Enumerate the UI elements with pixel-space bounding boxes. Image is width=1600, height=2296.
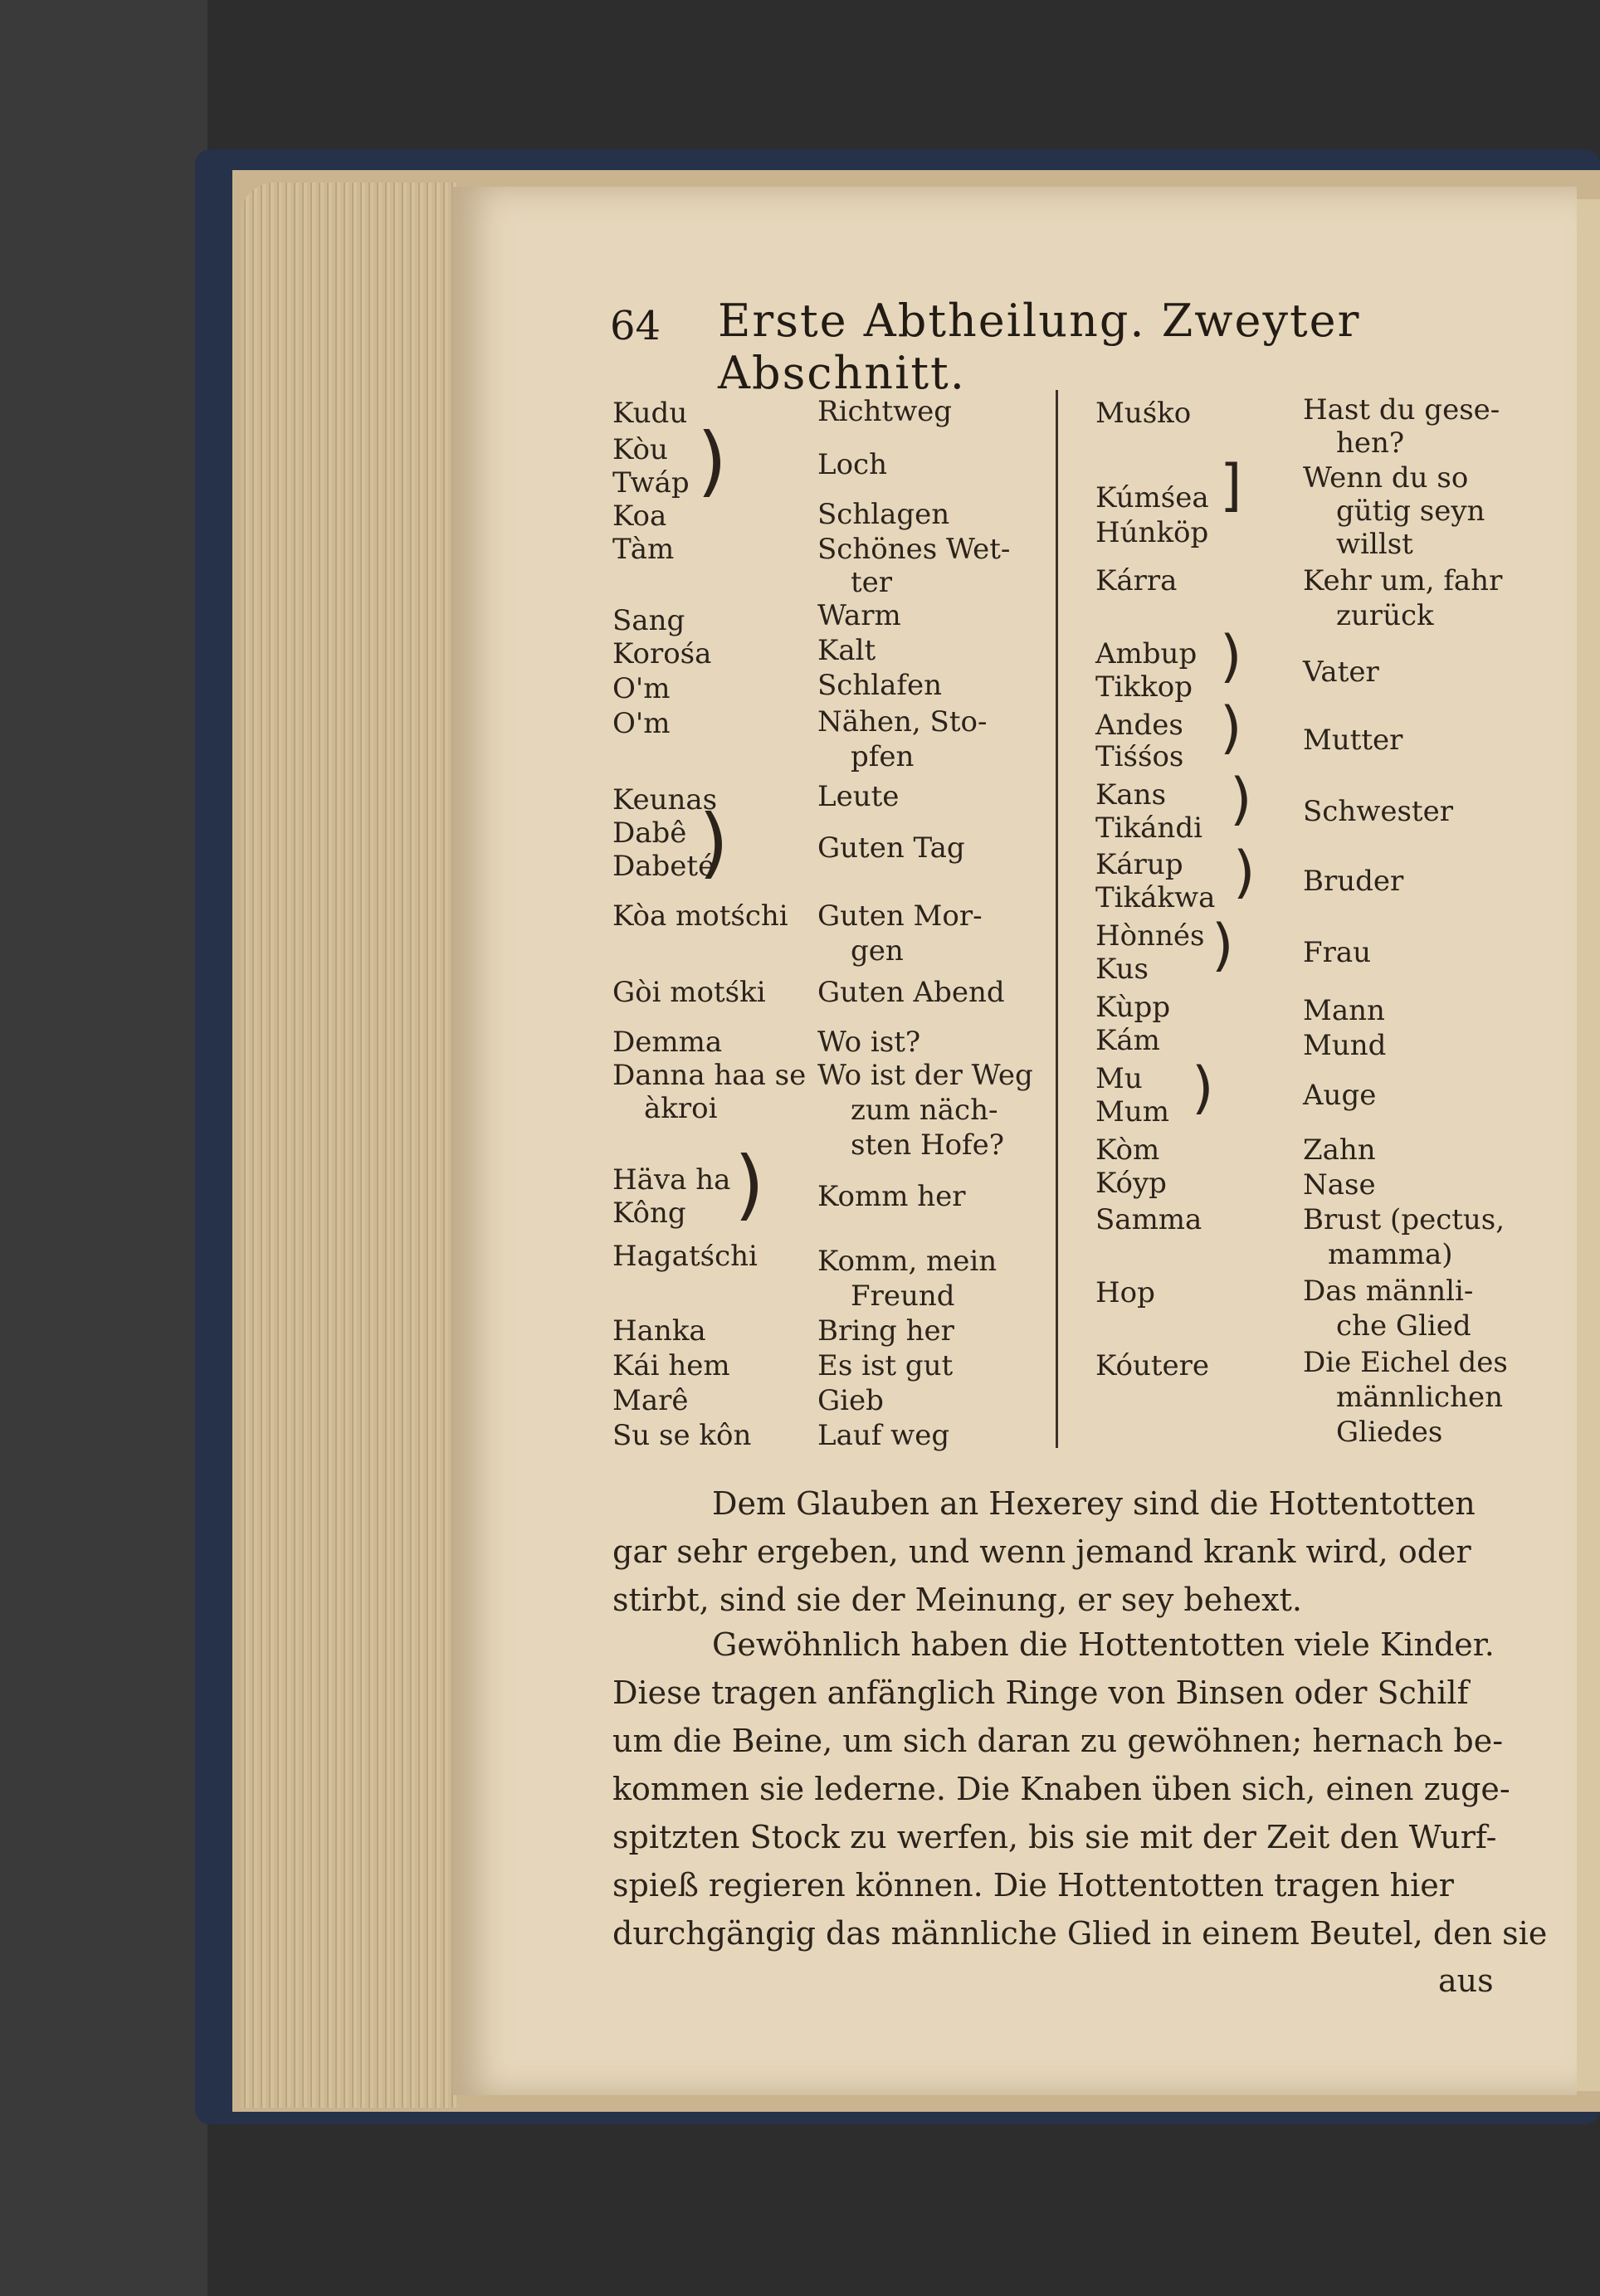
word: Hònnés — [1095, 919, 1205, 953]
word: Marê — [612, 1384, 689, 1417]
word: Kòu — [612, 433, 668, 466]
meaning: Mann — [1303, 994, 1385, 1027]
word: O'm — [612, 672, 671, 705]
word: Sang — [612, 604, 685, 637]
word: Kòa motśchi — [612, 899, 788, 933]
meaning: Guten Mor- — [817, 899, 983, 933]
meaning: ter — [851, 566, 893, 599]
word: Kóutere — [1095, 1349, 1210, 1382]
word: Korośa — [612, 637, 712, 670]
meaning: Hast du gese- — [1303, 393, 1500, 427]
brace: ) — [1220, 624, 1242, 690]
word: Kárup — [1095, 848, 1183, 881]
meaning: zum näch- — [851, 1094, 998, 1127]
meaning: willst — [1336, 528, 1413, 561]
meaning: Nähen, Sto- — [817, 705, 988, 739]
meaning: Schönes Wet- — [817, 533, 1011, 566]
background — [0, 0, 207, 2296]
text-line: Dem Glauben an Hexerey sind die Hottentotten — [712, 1485, 1476, 1522]
word: Dabeté — [612, 850, 715, 883]
brace: ) — [699, 798, 729, 887]
word: Su se kôn — [612, 1419, 752, 1452]
meaning: Schwester — [1303, 795, 1453, 828]
meaning: männlichen — [1336, 1381, 1504, 1414]
page-number: 64 — [610, 303, 661, 349]
meaning: che Glied — [1336, 1309, 1471, 1343]
word: Hanka — [612, 1314, 706, 1348]
word: Kúmśea — [1095, 481, 1209, 514]
meaning: Mutter — [1303, 724, 1403, 757]
word: Gòi motśki — [612, 976, 766, 1009]
meaning: Richtweg — [817, 395, 953, 428]
word: Keunas — [612, 783, 718, 817]
meaning: Kehr um, fahr — [1303, 564, 1503, 597]
word: Tikákwa — [1095, 881, 1216, 914]
meaning: Frau — [1303, 936, 1372, 969]
word: Húnköp — [1095, 516, 1209, 549]
text-line: stirbt, sind sie der Meinung, er sey behext. — [612, 1582, 1302, 1618]
word: Kái hem — [612, 1349, 730, 1382]
column-divider — [1056, 390, 1058, 1448]
meaning: hen? — [1336, 427, 1405, 460]
text-line: Diese tragen anfänglich Ringe von Binsen oder Schilf — [612, 1674, 1469, 1711]
meaning: Komm, mein — [817, 1245, 998, 1278]
word: Tikándi — [1095, 812, 1202, 845]
word: Twáp — [612, 466, 690, 500]
word: Koa — [612, 500, 667, 533]
word: Kudu — [612, 397, 688, 430]
meaning: Mund — [1303, 1029, 1387, 1062]
word: Samma — [1095, 1203, 1202, 1236]
word: Kám — [1095, 1024, 1160, 1057]
brace: ) — [1230, 767, 1252, 832]
brace: ) — [1192, 1055, 1214, 1121]
meaning: Schlagen — [817, 498, 950, 531]
meaning: Bruder — [1303, 865, 1404, 898]
word: Kus — [1095, 953, 1149, 986]
brace: ) — [697, 417, 727, 505]
text-line: Gewöhnlich haben die Hottentotten viele Kinder. — [712, 1626, 1495, 1663]
word: Kông — [612, 1197, 686, 1230]
word: Andes — [1095, 709, 1183, 742]
word: Hop — [1095, 1276, 1155, 1309]
meaning: Schlafen — [817, 669, 942, 702]
word: Tikkop — [1095, 670, 1193, 704]
bracket: ] — [1220, 453, 1242, 519]
meaning: Das männli- — [1303, 1275, 1474, 1308]
word: Kans — [1095, 778, 1167, 812]
brace: ) — [1212, 913, 1234, 978]
brace: ) — [1220, 695, 1242, 761]
meaning: gen — [851, 934, 904, 968]
meaning: Brust (pectus, — [1303, 1203, 1505, 1236]
meaning: Komm her — [817, 1180, 966, 1213]
meaning: Wenn du so — [1303, 461, 1469, 495]
meaning: Nase — [1303, 1168, 1376, 1202]
word: Tiśśos — [1095, 740, 1184, 773]
meaning: Die Eichel des — [1303, 1346, 1508, 1379]
meaning: Guten Abend — [817, 976, 1005, 1009]
meaning: Gliedes — [1336, 1416, 1443, 1449]
meaning: Guten Tag — [817, 831, 965, 865]
meaning: sten Hofe? — [851, 1129, 1004, 1162]
page-edges — [241, 183, 456, 2108]
meaning: Warm — [817, 599, 901, 632]
meaning: pfen — [851, 740, 915, 773]
meaning: Loch — [817, 448, 887, 481]
meaning: Zahn — [1303, 1133, 1376, 1167]
running-header — [610, 295, 1490, 399]
word: Mum — [1095, 1095, 1169, 1129]
text-line: spitzten Stock zu werfen, bis sie mit der Zeit den Wurf- — [612, 1819, 1497, 1855]
text-line: um die Beine, um sich daran zu gewöhnen; hernach be- — [612, 1723, 1504, 1759]
meaning: Wo ist der Weg — [817, 1059, 1033, 1092]
word: Häva ha — [612, 1163, 731, 1197]
meaning: zurück — [1336, 599, 1434, 632]
meaning: Vater — [1303, 656, 1379, 689]
meaning: mamma) — [1328, 1238, 1453, 1271]
meaning: Kalt — [817, 634, 876, 667]
word: Muśko — [1095, 397, 1192, 430]
word: Mu — [1095, 1062, 1143, 1095]
meaning: Auge — [1303, 1079, 1377, 1112]
word: Kùpp — [1095, 991, 1171, 1024]
word: Kárra — [1095, 564, 1178, 597]
meaning: gütig seyn — [1336, 495, 1485, 528]
text-line: kommen sie lederne. Die Knaben üben sich, einen zuge- — [612, 1771, 1510, 1807]
meaning: Freund — [851, 1280, 955, 1313]
word: Kòm — [1095, 1133, 1160, 1167]
word: Danna haa se — [612, 1059, 807, 1092]
word: Demma — [612, 1026, 723, 1059]
text-line: durchgängig das männliche Glied in einem Beutel, den sie — [612, 1915, 1548, 1952]
page-title: Erste Abtheilung. Zweyter Abschnitt. — [718, 295, 1361, 399]
word: àkroi — [644, 1092, 718, 1125]
meaning: Gieb — [817, 1384, 884, 1417]
meaning: Leute — [817, 780, 900, 813]
word: Ambup — [1095, 637, 1198, 670]
word: Hagatśchi — [612, 1240, 758, 1273]
brace: ) — [734, 1140, 764, 1229]
word: O'm — [612, 707, 671, 740]
meaning: Bring her — [817, 1314, 954, 1348]
catchword: aus — [1438, 1962, 1494, 1999]
meaning: Lauf weg — [817, 1419, 950, 1452]
meaning: Wo ist? — [817, 1026, 921, 1059]
word: Tàm — [612, 533, 675, 566]
word: Kóyp — [1095, 1167, 1167, 1200]
text-line: spieß regieren können. Die Hottentotten tragen hier — [612, 1867, 1454, 1904]
word: Dabê — [612, 817, 687, 850]
brace: ) — [1233, 840, 1256, 905]
text-line: gar sehr ergeben, und wenn jemand krank wird, oder — [612, 1533, 1471, 1570]
meaning: Es ist gut — [817, 1349, 954, 1382]
